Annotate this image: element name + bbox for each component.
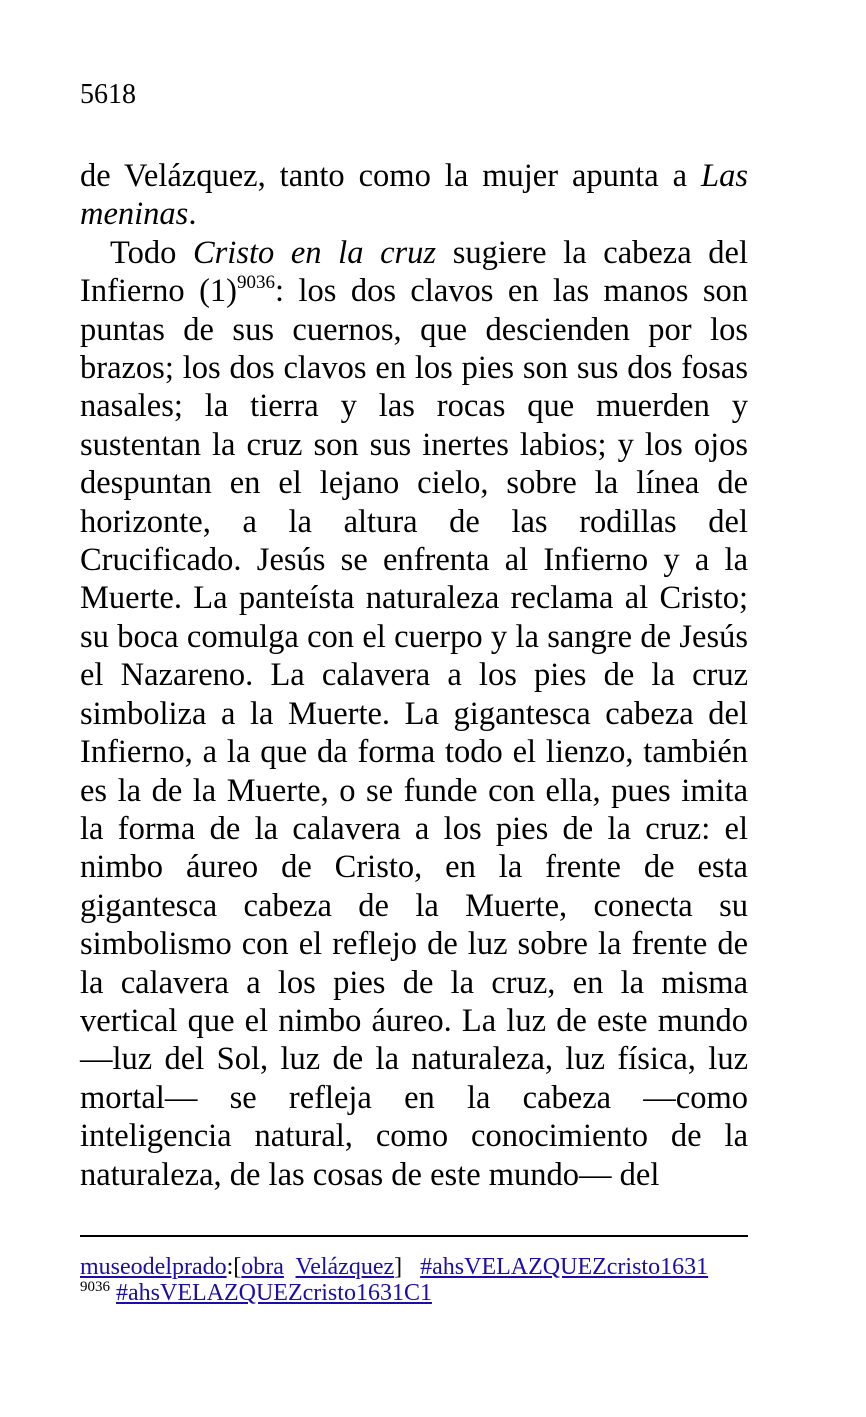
footnote-reference: 9036: [237, 272, 276, 294]
paragraph-2-lead: Todo: [110, 234, 193, 271]
footnote-number: 9036: [80, 1279, 110, 1295]
footnotes: [80, 1253, 780, 1307]
footnote-divider: [80, 1235, 748, 1237]
paragraph-1: [80, 157, 748, 234]
paragraph-1-italic: Las meninas: [80, 158, 748, 233]
link-obra[interactable]: obra: [241, 1254, 284, 1280]
paragraph-2: [80, 234, 748, 1194]
paragraph-2-italic-title: Cristo en la cruz: [192, 234, 437, 271]
body-text: [80, 157, 748, 1194]
paragraph-1-end: .: [188, 196, 197, 233]
paragraph-2-body: : los dos clavos en las manos son puntas de sus cuernos, que descienden por los brazos; los dos clavos en los pies son sus dos fosas nasales; la tierra y las rocas que muerden y sustentan la cruz son sus inertes labios; y los ojos despuntan en el lejano cielo, sobre la línea de horizonte, a la altura de las rodillas del Crucificado. Jesús se enfrenta al Infierno y a la Muerte. La panteísta naturaleza reclama al Cristo; su boca comulga con el cuerpo y la sangre de Jesús el Nazareno. La calavera a los pies de la cruz simboliza a la Muerte. La gigantesca cabeza del Infierno, a la que da forma todo el lienzo, también es la de la Muerte, o se funde con ella, pues imita la forma de la calavera a los pies de la cruz: el nimbo áureo de Cristo, en la frente de esta gigantesca cabeza de la Muerte, conecta su simbolismo con el reflejo de luz sobre la frente de la calavera a los pies de la cruz, en la misma vertical que el nimbo áureo. La luz de este mundo —luz del Sol, luz de la naturaleza, luz física, luz mortal— se refleja en la cabeza —como inteligencia natural, como conocimiento de la naturaleza, de las cosas de este mundo— del: [80, 273, 748, 1193]
link-tag-cristo1631[interactable]: #ahsVELAZQUEZcristo1631: [420, 1254, 709, 1280]
paragraph-2-after-title: sugiere la cabeza del Infierno (1): [80, 234, 748, 310]
page-number: 5618: [80, 79, 136, 110]
paragraph-1-text: de Velázquez, tanto como la mujer apunta a: [80, 158, 702, 194]
footnote-line-2: [80, 1279, 780, 1307]
link-museodelprado[interactable]: museodelprado: [80, 1254, 227, 1280]
link-velazquez[interactable]: Velázquez: [295, 1254, 395, 1280]
link-tag-cristo1631c1[interactable]: #ahsVELAZQUEZcristo1631C1: [116, 1280, 432, 1306]
footnote-line-1: [80, 1253, 780, 1281]
footnote-sep-open: :[: [226, 1254, 242, 1280]
footnote-sep-close: ]: [394, 1254, 403, 1280]
